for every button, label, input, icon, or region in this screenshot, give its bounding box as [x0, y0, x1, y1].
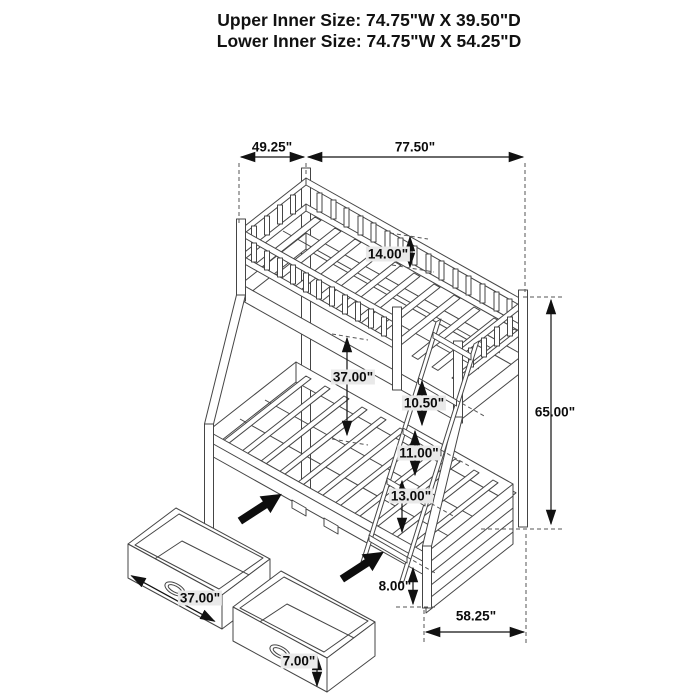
page-title [217, 10, 521, 52]
dim-step2-label: 11.00" [399, 445, 439, 461]
rear-right-post [519, 290, 528, 527]
dim-drawer-height-label: 7.00" [282, 653, 316, 669]
dim-drawer-width-label: 37.00" [179, 590, 221, 606]
dim-step1-label: 10.50" [403, 395, 445, 411]
dim-bunk-gap-label: 37.00" [332, 369, 374, 385]
dim-upper-width-label: 49.25" [251, 139, 293, 155]
left-foot [205, 424, 214, 532]
dim-clearance-label: 8.00" [378, 578, 412, 594]
right-foot [423, 546, 432, 608]
left-angled-leg [205, 295, 246, 424]
front-left-post [237, 219, 246, 301]
dim-upper-length-label: 77.50" [394, 139, 436, 155]
bed [205, 168, 528, 613]
dim-guardrail-label: 14.00" [367, 246, 409, 262]
dim-height-label: 65.00" [534, 404, 576, 420]
rail-end-post [393, 307, 402, 390]
lower-inner-size: Lower Inner Size: 74.75"W X 54.25"D [216, 31, 522, 51]
dim-lower-depth-label: 58.25" [455, 608, 497, 624]
upper-inner-size: Upper Inner Size: 74.75"W X 39.50"D [217, 10, 521, 30]
dim-step3-label: 13.00" [390, 488, 432, 504]
